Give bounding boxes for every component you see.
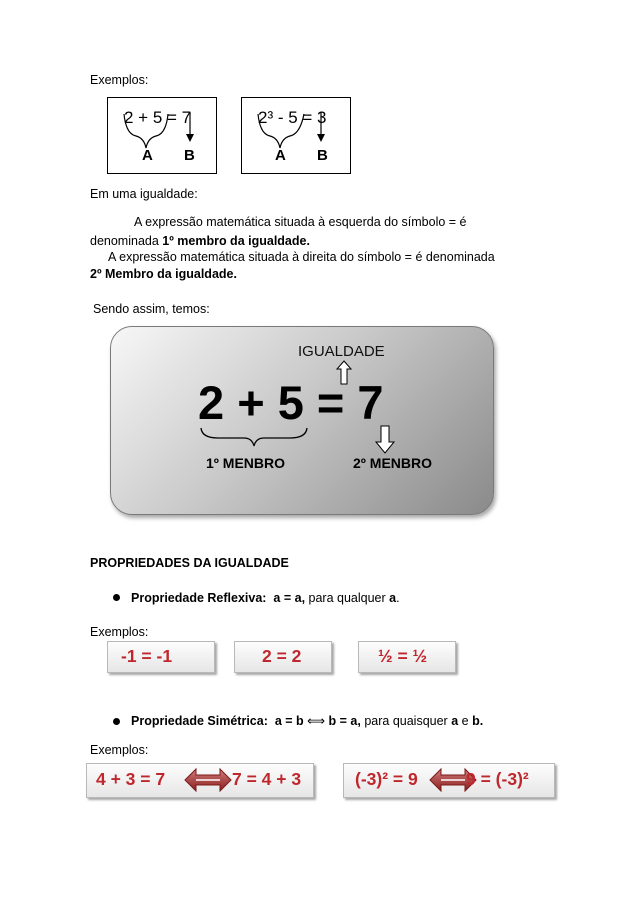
symmetric-formula-left: a = b <box>274 714 304 728</box>
paragraph-2-line-2: 2º Membro da igualdade. <box>90 267 237 281</box>
examples-heading-1: Exemplos: <box>90 73 149 87</box>
example-label-b-1: B <box>184 147 195 164</box>
first-member-label: 1º MENBRO <box>206 455 286 471</box>
example-label-a-1: A <box>142 147 153 164</box>
reflexive-formula: a = a, <box>273 591 306 605</box>
igualdade-label: IGUALDADE <box>298 343 385 360</box>
reflexive-var: a <box>389 591 397 605</box>
down-arrow-icon <box>374 425 396 455</box>
examples-heading-2: Exemplos: <box>90 625 149 639</box>
reflexive-example-box-1 <box>107 641 215 673</box>
examples-heading-3: Exemplos: <box>90 743 149 757</box>
properties-heading: PROPRIEDADES DA IGUALDADE <box>90 556 289 570</box>
sendo-assim-text: Sendo assim, temos: <box>93 302 210 316</box>
reflexive-property <box>131 590 400 606</box>
symmetric-property <box>131 713 483 729</box>
main-equation: 2 + 5 = 7 <box>198 376 384 429</box>
symmetric-var-a: a <box>451 714 459 728</box>
symmetric-example-2-left: (-3)² = 9 <box>355 769 418 789</box>
symmetric-example-box-1 <box>86 763 314 798</box>
reflexive-example-3: ½ = ½ <box>378 646 428 666</box>
paragraph-1-bold: 1º membro da igualdade. <box>162 234 310 248</box>
double-arrow-icon <box>183 767 233 793</box>
curly-brace-icon <box>198 426 310 448</box>
bullet-icon <box>113 594 120 601</box>
example-label-a-2: A <box>275 147 286 164</box>
paragraph-1-line-2 <box>90 233 310 249</box>
paragraph-1-line-1: A expressão matemática situada à esquerda do símbolo = é <box>134 215 467 229</box>
symmetric-example-2-right: 9 = (-3)² <box>466 769 529 789</box>
igualdade-intro: Em uma igualdade: <box>90 187 198 201</box>
double-arrow-icon: ⟺ <box>307 714 326 728</box>
paragraph-2-line-1: A expressão matemática situada à direita do símbolo = é denominada <box>108 250 495 264</box>
brace-arrow-diagram-1 <box>108 98 216 173</box>
symmetric-example-1-right: 7 = 4 + 3 <box>232 769 302 789</box>
second-member-label: 2º MENBRO <box>353 455 433 471</box>
symmetric-rest: para quaisquer <box>360 714 452 728</box>
reflexive-example-1: -1 = -1 <box>121 646 173 666</box>
reflexive-example-box-2 <box>234 641 332 673</box>
reflexive-example-box-3 <box>358 641 456 673</box>
example-equation-1: 2 + 5 = 7 <box>124 108 192 127</box>
reflexive-rest: para qualquer <box>305 591 390 605</box>
reflexive-end: . <box>396 591 400 605</box>
paragraph-1-plain: denominada <box>90 234 163 248</box>
symmetric-var-b: b. <box>472 714 484 728</box>
example-box-2 <box>241 97 351 174</box>
symmetric-example-1-left: 4 + 3 = 7 <box>96 769 166 789</box>
example-equation-2: 2³ - 5 = 3 <box>258 108 327 127</box>
reflexive-example-2: 2 = 2 <box>262 646 302 666</box>
example-label-b-2: B <box>317 147 328 164</box>
example-box-1 <box>107 97 217 174</box>
reflexive-name: Propriedade Reflexiva: <box>131 591 267 605</box>
brace-arrow-diagram-2 <box>242 98 350 173</box>
bullet-icon <box>113 718 120 725</box>
symmetric-and: e <box>458 714 473 728</box>
symmetric-example-box-2 <box>343 763 555 798</box>
symmetric-name: Propriedade Simétrica: <box>131 714 268 728</box>
symmetric-formula-right: b = a, <box>328 714 361 728</box>
